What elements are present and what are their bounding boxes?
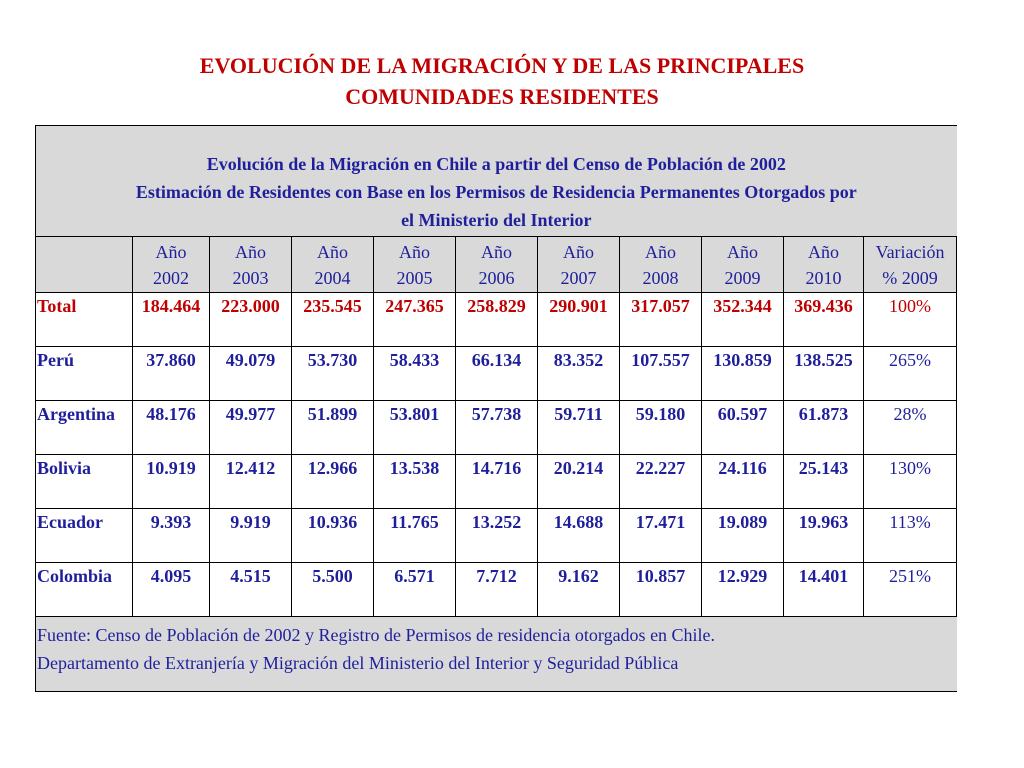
header-year bbox=[292, 237, 374, 293]
table-cell: 17.471 bbox=[620, 509, 702, 563]
table-cell: 14.401 bbox=[784, 563, 864, 617]
table-cell: 12.966 bbox=[292, 455, 374, 509]
table-cell: 4.095 bbox=[133, 563, 210, 617]
row-label: Colombia bbox=[36, 563, 133, 617]
table-cell: 369.436 bbox=[784, 293, 864, 347]
table-row bbox=[36, 509, 957, 563]
row-label: Ecuador bbox=[36, 509, 133, 563]
header-bottom-text: 2003 bbox=[232, 267, 269, 288]
table-cell: 184.464 bbox=[133, 293, 210, 347]
table-cell: 317.057 bbox=[620, 293, 702, 347]
row-label: Perú bbox=[36, 347, 133, 401]
table-cell: 223.000 bbox=[210, 293, 292, 347]
header-top-text: Variación bbox=[875, 241, 945, 262]
table-cell: 24.116 bbox=[702, 455, 784, 509]
table-cell: 53.801 bbox=[374, 401, 456, 455]
header-year bbox=[538, 237, 620, 293]
header-bottom-text: % 2009 bbox=[882, 267, 938, 288]
table-row bbox=[36, 401, 957, 455]
row-label: Bolivia bbox=[36, 455, 133, 509]
table-cell: 14.716 bbox=[456, 455, 538, 509]
variation-cell: 100% bbox=[864, 293, 957, 347]
header-bottom-text: 2005 bbox=[396, 267, 433, 288]
table-cell: 107.557 bbox=[620, 347, 702, 401]
header-top-text: Año bbox=[481, 241, 512, 262]
table-cell: 20.214 bbox=[538, 455, 620, 509]
table-cell: 19.963 bbox=[784, 509, 864, 563]
header-year bbox=[702, 237, 784, 293]
migration-table bbox=[35, 125, 957, 692]
header-top-text: Año bbox=[235, 241, 266, 262]
header-blank-cell bbox=[36, 237, 133, 293]
table-row bbox=[36, 455, 957, 509]
table-cell: 9.162 bbox=[538, 563, 620, 617]
table-cell: 12.412 bbox=[210, 455, 292, 509]
variation-cell: 265% bbox=[864, 347, 957, 401]
table-row bbox=[36, 293, 957, 347]
table-cell: 48.176 bbox=[133, 401, 210, 455]
table-cell: 10.919 bbox=[133, 455, 210, 509]
header-bottom-text: 2010 bbox=[805, 267, 842, 288]
table-cell: 53.730 bbox=[292, 347, 374, 401]
variation-cell: 130% bbox=[864, 455, 957, 509]
caption-line-2: Estimación de Residentes con Base en los Permisos de Residencia Permanentes Otorgados por bbox=[135, 182, 857, 202]
header-bottom-text: 2008 bbox=[642, 267, 679, 288]
header-year bbox=[620, 237, 702, 293]
header-top-text: Año bbox=[645, 241, 676, 262]
table-cell: 7.712 bbox=[456, 563, 538, 617]
table-cell: 59.711 bbox=[538, 401, 620, 455]
header-year bbox=[456, 237, 538, 293]
table-cell: 11.765 bbox=[374, 509, 456, 563]
table-header-row bbox=[36, 237, 957, 293]
migration-table-container bbox=[35, 125, 956, 692]
table-cell: 10.936 bbox=[292, 509, 374, 563]
header-top-text: Año bbox=[155, 241, 187, 262]
caption-line-3: el Ministerio del Interior bbox=[401, 210, 592, 230]
source-note bbox=[36, 617, 957, 692]
table-caption bbox=[36, 126, 957, 237]
source-row bbox=[36, 617, 957, 692]
slide-title bbox=[0, 50, 1004, 112]
table-cell: 49.977 bbox=[210, 401, 292, 455]
header-bottom-text: 2004 bbox=[314, 267, 351, 288]
table-cell: 83.352 bbox=[538, 347, 620, 401]
table-cell: 51.899 bbox=[292, 401, 374, 455]
source-line-2: Departamento de Extranjería y Migración del Ministerio del Interior y Seguridad Pública bbox=[37, 653, 679, 673]
header-top-text: Año bbox=[727, 241, 758, 262]
table-cell: 13.538 bbox=[374, 455, 456, 509]
header-top-text: Año bbox=[563, 241, 594, 262]
table-cell: 25.143 bbox=[784, 455, 864, 509]
table-cell: 352.344 bbox=[702, 293, 784, 347]
table-cell: 130.859 bbox=[702, 347, 784, 401]
table-cell: 59.180 bbox=[620, 401, 702, 455]
table-cell: 37.860 bbox=[133, 347, 210, 401]
table-cell: 22.227 bbox=[620, 455, 702, 509]
table-cell: 12.929 bbox=[702, 563, 784, 617]
variation-cell: 251% bbox=[864, 563, 957, 617]
table-cell: 57.738 bbox=[456, 401, 538, 455]
table-cell: 258.829 bbox=[456, 293, 538, 347]
table-cell: 4.515 bbox=[210, 563, 292, 617]
header-bottom-text: 2009 bbox=[724, 267, 761, 288]
table-cell: 49.079 bbox=[210, 347, 292, 401]
table-cell: 9.919 bbox=[210, 509, 292, 563]
table-cell: 235.545 bbox=[292, 293, 374, 347]
table-caption-row bbox=[36, 126, 957, 237]
table-cell: 290.901 bbox=[538, 293, 620, 347]
header-year bbox=[210, 237, 292, 293]
variation-cell: 28% bbox=[864, 401, 957, 455]
variation-cell: 113% bbox=[864, 509, 957, 563]
source-line-1: Fuente: Censo de Población de 2002 y Registro de Permisos de residencia otorgados en Chile. bbox=[37, 625, 716, 645]
table-cell: 9.393 bbox=[133, 509, 210, 563]
caption-line-1: Evolución de la Migración en Chile a partir del Censo de Población de 2002 bbox=[206, 154, 786, 174]
header-bottom-text: 2002 bbox=[153, 267, 189, 288]
header-bottom-text: 2006 bbox=[478, 267, 515, 288]
header-top-text: Año bbox=[399, 241, 430, 262]
table-cell: 60.597 bbox=[702, 401, 784, 455]
row-label: Total bbox=[36, 293, 133, 347]
table-row bbox=[36, 347, 957, 401]
slide-title-line-1: EVOLUCIÓN DE LA MIGRACIÓN Y DE LAS PRINCIPALES bbox=[199, 53, 805, 78]
table-cell: 19.089 bbox=[702, 509, 784, 563]
header-year bbox=[374, 237, 456, 293]
header-top-text: Año bbox=[808, 241, 839, 262]
slide-title-line-2: COMUNIDADES RESIDENTES bbox=[345, 84, 659, 109]
table-cell: 66.134 bbox=[456, 347, 538, 401]
table-cell: 6.571 bbox=[374, 563, 456, 617]
table-cell: 10.857 bbox=[620, 563, 702, 617]
table-cell: 58.433 bbox=[374, 347, 456, 401]
table-row bbox=[36, 563, 957, 617]
table-cell: 138.525 bbox=[784, 347, 864, 401]
table-cell: 14.688 bbox=[538, 509, 620, 563]
header-year bbox=[784, 237, 864, 293]
header-variation bbox=[864, 237, 957, 293]
table-cell: 247.365 bbox=[374, 293, 456, 347]
row-label: Argentina bbox=[36, 401, 133, 455]
header-year bbox=[133, 237, 210, 293]
table-cell: 13.252 bbox=[456, 509, 538, 563]
header-bottom-text: 2007 bbox=[560, 267, 597, 288]
table-cell: 61.873 bbox=[784, 401, 864, 455]
header-top-text: Año bbox=[317, 241, 348, 262]
table-cell: 5.500 bbox=[292, 563, 374, 617]
